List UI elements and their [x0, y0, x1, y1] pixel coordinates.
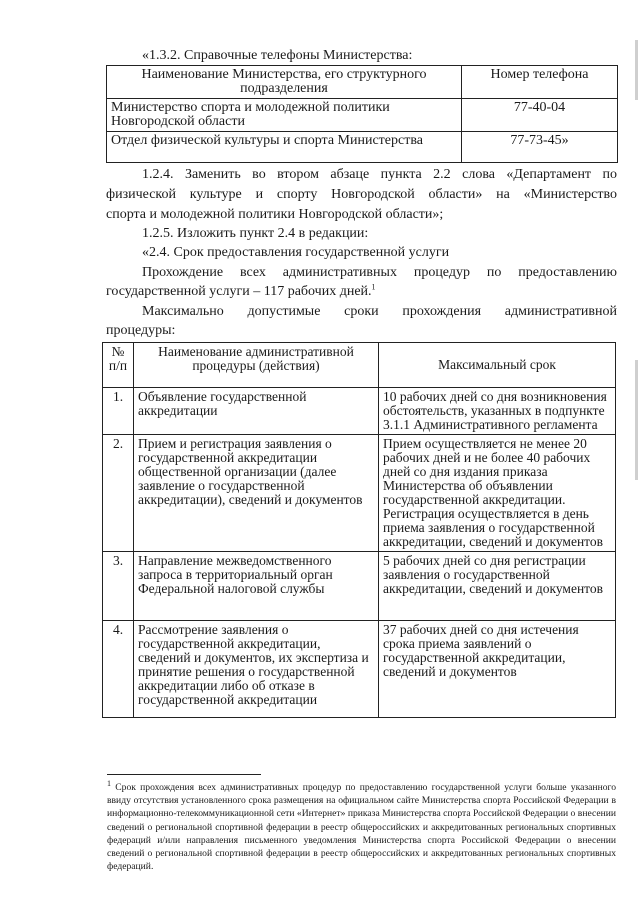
- table-cell: Рассмотрение заявления о государственной аккредитации, сведений и документов, их экспертиза и принятие решения о государственной аккредитации либо об отказе в государственной аккредитации: [134, 621, 379, 718]
- paragraph-1-2-4-line: физической культуре и спорту Новгородской области» на «Министерство: [106, 187, 617, 202]
- table-cell: Прием и регистрация заявления о государственной аккредитации общественной организации (далее заявление о государственной аккредитации), сведений и документов: [134, 435, 379, 552]
- footnote: [107, 778, 616, 873]
- section-1-3-2-heading: «1.3.2. Справочные телефоны Министерства:: [142, 48, 413, 63]
- table-cell: Прием осуществляется не менее 20 рабочих дней и не более 40 рабочих дней со дня издания приказа Министерства об объявлении государственной аккредитации. Регистрация осуществляется в день приема заявления о государственной аккредитации, сведений и документов: [379, 435, 616, 552]
- table-row: [103, 552, 616, 621]
- row-number: 3.: [103, 552, 134, 621]
- scan-edge-mark: [635, 40, 638, 100]
- paragraph-1-2-5: 1.2.5. Изложить пункт 2.4 в редакции:: [142, 226, 369, 241]
- column-header: Номер телефона: [462, 66, 618, 99]
- table-cell: 77-73-45»: [462, 132, 618, 163]
- table-row: [103, 343, 616, 388]
- paragraph-max-line: Максимально допустимые сроки прохождения административной: [142, 304, 617, 319]
- table-row: [103, 621, 616, 718]
- column-header: Наименование Министерства, его структурного подразделения: [107, 66, 462, 99]
- paragraph-duration-line: государственной услуги – 117 рабочих дней.$^1$: [106, 282, 376, 299]
- table-cell: 5 рабочих дней со дня регистрации заявления о государственной аккредитации, сведений и документов: [379, 552, 616, 621]
- table-row: [107, 66, 618, 99]
- row-number: 4.: [103, 621, 134, 718]
- row-number: 1.: [103, 388, 134, 435]
- paragraph-1-2-4-line: 1.2.4. Заменить во втором абзаце пункта 2.2 слова «Департамент по: [142, 167, 617, 182]
- phone-table: [106, 65, 618, 163]
- table-cell: Объявление государственной аккредитации: [134, 388, 379, 435]
- paragraph-duration-line: Прохождение всех административных процедур по предоставлению: [142, 265, 617, 280]
- table-row: [103, 388, 616, 435]
- paragraph-1-2-4-line: спорта и молодежной политики Новгородской области»;: [106, 207, 444, 222]
- footnote-separator: [107, 774, 261, 775]
- scan-edge-mark: [635, 360, 638, 480]
- table-row: [107, 99, 618, 132]
- footnote-text: Срок прохождения всех административных процедур по предоставлению государственной услуги больше указанного ввиду отсутствия установленного срока размещения на официальном сайте Министерства спорта Российской Федерации в информационно-телекоммуникационной сети «Интернет» приказа Министерства спорта Российской Федерации о внесении сведений о региональной спортивной федерации в реестр общероссийских и аккредитованных региональных спортивных федераций и/или направления письменного уведомления Министерства спорта Российской Федерации о внесении сведений о региональной спортивной федерации в реестр общероссийских и аккредитованных региональных спортивных федераций.: [107, 782, 616, 873]
- row-number: 2.: [103, 435, 134, 552]
- section-2-4-heading: «2.4. Срок предоставления государственной услуги: [142, 245, 450, 260]
- table-cell: Министерство спорта и молодежной политики Новгородской области: [107, 99, 462, 132]
- column-header: № п/п: [103, 343, 134, 388]
- table-cell: Направление межведомственного запроса в территориальный орган Федеральной налоговой службы: [134, 552, 379, 621]
- column-header: Наименование административной процедуры (действия): [134, 343, 379, 388]
- table-cell: 77-40-04: [462, 99, 618, 132]
- table-cell: 37 рабочих дней со дня истечения срока приема заявлений о государственной аккредитации, сведений и документов: [379, 621, 616, 718]
- footnote-marker: 1: [371, 282, 376, 292]
- table-cell: Отдел физической культуры и спорта Министерства: [107, 132, 462, 163]
- procedures-table: [102, 342, 616, 718]
- footnote-marker: 1: [107, 778, 111, 788]
- table-row: [107, 132, 618, 163]
- table-row: [103, 435, 616, 552]
- paragraph-max-line: процедуры:: [106, 323, 176, 338]
- table-cell: 10 рабочих дней со дня возникновения обстоятельств, указанных в подпункте 3.1.1 Административного регламента: [379, 388, 616, 435]
- column-header: Максимальный срок: [379, 343, 616, 388]
